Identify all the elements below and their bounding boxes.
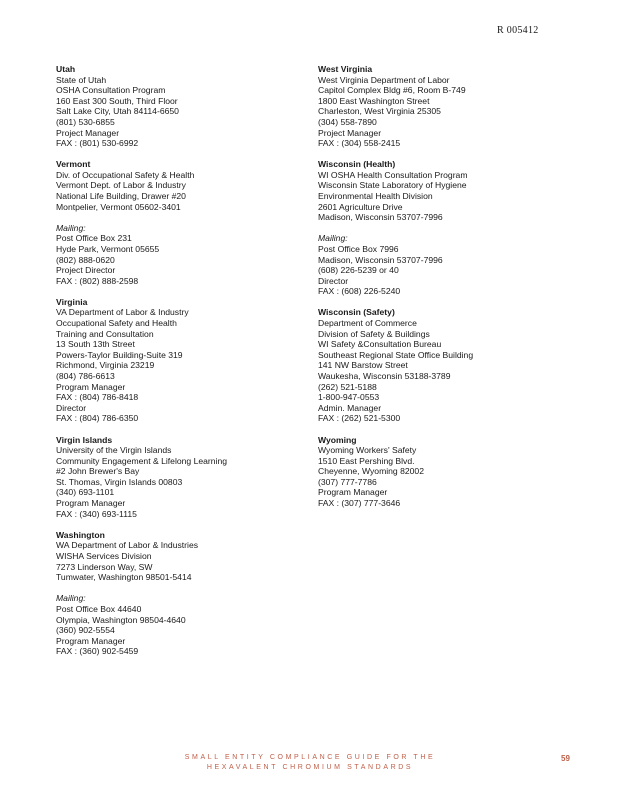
state-heading: Washington: [56, 529, 105, 540]
mailing-line: FAX : (608) 226-5240: [318, 286, 401, 297]
address-line: (262) 521-5188: [318, 381, 377, 392]
state-heading: Wisconsin (Safety): [318, 307, 395, 318]
mailing-line: (608) 226-5239 or 40: [318, 265, 399, 276]
contact-entry-west-virginia: [318, 64, 568, 149]
address-line: Project Manager: [318, 127, 382, 138]
address-line: 1800 East Washington Street: [318, 95, 430, 106]
mailing-line: (802) 888-0620: [56, 254, 115, 265]
contact-entry-wisconsin-health: [318, 159, 568, 297]
address-line: (804) 786-6613: [56, 371, 115, 382]
address-line: 13 South 13th Street: [56, 339, 135, 350]
left-column: [56, 64, 306, 667]
address-line: University of the Virgin Islands: [56, 445, 172, 456]
address-line: Program Manager: [56, 381, 126, 392]
address-line: WA Department of Labor & Industries: [56, 540, 199, 551]
address-line: Wisconsin State Laboratory of Hygiene: [318, 180, 467, 191]
mailing-line: Post Office Box 44640: [56, 603, 142, 614]
address-line: West Virginia Department of Labor: [318, 74, 450, 85]
address-line: (340) 693-1101: [56, 487, 115, 498]
address-line: FAX : (801) 530-6992: [56, 138, 139, 149]
address-line: Division of Safety & Buildings: [318, 328, 430, 339]
state-heading: Vermont: [56, 159, 91, 170]
state-heading: Virginia: [56, 296, 88, 307]
address-line: 141 NW Barstow Street: [318, 360, 408, 371]
address-line: Madison, Wisconsin 53707-7996: [318, 212, 443, 223]
mailing-line: Program Manager: [56, 635, 126, 646]
mailing-line: Post Office Box 231: [56, 233, 132, 244]
contact-entry-washington: [56, 530, 306, 657]
address-line: WI Safety &Consultation Bureau: [318, 339, 442, 350]
address-line: Occupational Safety and Health: [56, 318, 177, 329]
address-line: Powers-Taylor Building-Suite 319: [56, 349, 183, 360]
address-line: Program Manager: [318, 487, 388, 498]
mailing-line: Post Office Box 7996: [318, 244, 399, 254]
address-line: Charleston, West Virginia 25305: [318, 106, 441, 117]
address-line: FAX : (262) 521-5300: [318, 413, 401, 424]
address-line: Environmental Health Division: [318, 191, 433, 202]
mailing-line: (360) 902-5554: [56, 625, 115, 636]
address-line: WI OSHA Health Consultation Program: [318, 169, 468, 180]
mailing-line: Olympia, Washington 98504-4640: [56, 614, 186, 625]
address-line: 160 East 300 South, Third Floor: [56, 95, 178, 106]
address-line: FAX : (804) 786-8418: [56, 392, 139, 403]
address-line: 7273 Linderson Way, SW: [56, 561, 153, 572]
address-line: FAX : (304) 558-2415: [318, 138, 401, 149]
address-line: Montpelier, Vermont 05602-3401: [56, 201, 181, 212]
contact-entry-wyoming: [318, 435, 568, 509]
mailing-label: Mailing:: [56, 593, 86, 604]
mailing-line: Project Director: [56, 265, 116, 276]
address-line: FAX : (307) 777-3646: [318, 498, 401, 509]
address-line: (801) 530-6855: [56, 116, 115, 127]
address-line: Training and Consultation: [56, 328, 154, 339]
mailing-label: Mailing:: [56, 222, 86, 233]
address-line: Director: [56, 402, 87, 413]
contact-entry-virginia: [56, 297, 306, 424]
address-line: 2601 Agriculture Drive: [318, 201, 403, 212]
bates-number: R 005412: [497, 25, 539, 36]
mailing-line: Director: [318, 275, 349, 286]
address-line: Department of Commerce: [318, 318, 417, 329]
mailing-line: FAX : (802) 888-2598: [56, 275, 139, 286]
state-heading: West Virginia: [318, 64, 373, 74]
address-line: FAX : (340) 693-1115: [56, 508, 137, 519]
address-line: Program Manager: [56, 498, 126, 509]
address-line: (307) 777-7786: [318, 476, 377, 487]
mailing-line: FAX : (360) 902-5459: [56, 646, 139, 657]
footer-line-1: SMALL ENTITY COMPLIANCE GUIDE FOR THE: [184, 754, 436, 761]
address-line: Richmond, Virginia 23219: [56, 360, 155, 371]
address-line: #2 John Brewer's Bay: [56, 466, 140, 477]
footer-line-2: HEXAVALENT CHROMIUM STANDARDS: [206, 764, 414, 771]
address-line: Cheyenne, Wyoming 82002: [318, 466, 424, 477]
address-line: Tumwater, Washington 98501-5414: [56, 572, 192, 583]
page-number: 59: [561, 754, 570, 763]
contact-entry-wisconsin-safety: [318, 307, 568, 424]
address-line: FAX : (804) 786-6350: [56, 413, 139, 424]
address-line: Admin. Manager: [318, 402, 382, 413]
address-line: St. Thomas, Virgin Islands 00803: [56, 476, 183, 487]
mailing-label: Mailing:: [318, 233, 348, 244]
address-line: WISHA Services Division: [56, 550, 152, 561]
address-line: National Life Building, Drawer #20: [56, 191, 186, 202]
mailing-line: Madison, Wisconsin 53707-7996: [318, 254, 443, 265]
address-line: Capitol Complex Bldg #6, Room B-749: [318, 85, 466, 96]
state-heading: Wisconsin (Health): [318, 159, 396, 170]
address-line: Community Engagement & Lifelong Learning: [56, 455, 228, 466]
state-heading: Utah: [56, 64, 76, 74]
state-heading: Wyoming: [318, 434, 357, 445]
contact-entry-vermont: [56, 159, 306, 286]
address-line: State of Utah: [56, 74, 107, 85]
address-line: Southeast Regional State Office Building: [318, 349, 474, 360]
mailing-line: Hyde Park, Vermont 05655: [56, 244, 160, 254]
right-column: [318, 64, 568, 519]
address-line: 1-800-947-0553: [318, 392, 380, 403]
address-line: Salt Lake City, Utah 84114-6650: [56, 106, 179, 117]
address-line: Div. of Occupational Safety & Health: [56, 169, 195, 180]
address-line: Vermont Dept. of Labor & Industry: [56, 180, 186, 191]
address-line: 1510 East Pershing Blvd.: [318, 455, 415, 466]
contact-entry-utah: [56, 64, 306, 149]
footer-title: [150, 753, 470, 773]
address-line: Project Manager: [56, 127, 120, 138]
contact-entry-virgin-islands: [56, 435, 306, 520]
address-line: VA Department of Labor & Industry: [56, 307, 189, 318]
address-line: Wyoming Workers' Safety: [318, 445, 417, 456]
address-line: Waukesha, Wisconsin 53188-3789: [318, 371, 451, 382]
state-heading: Virgin Islands: [56, 434, 113, 445]
address-line: OSHA Consultation Program: [56, 85, 166, 96]
address-line: (304) 558-7890: [318, 116, 377, 127]
